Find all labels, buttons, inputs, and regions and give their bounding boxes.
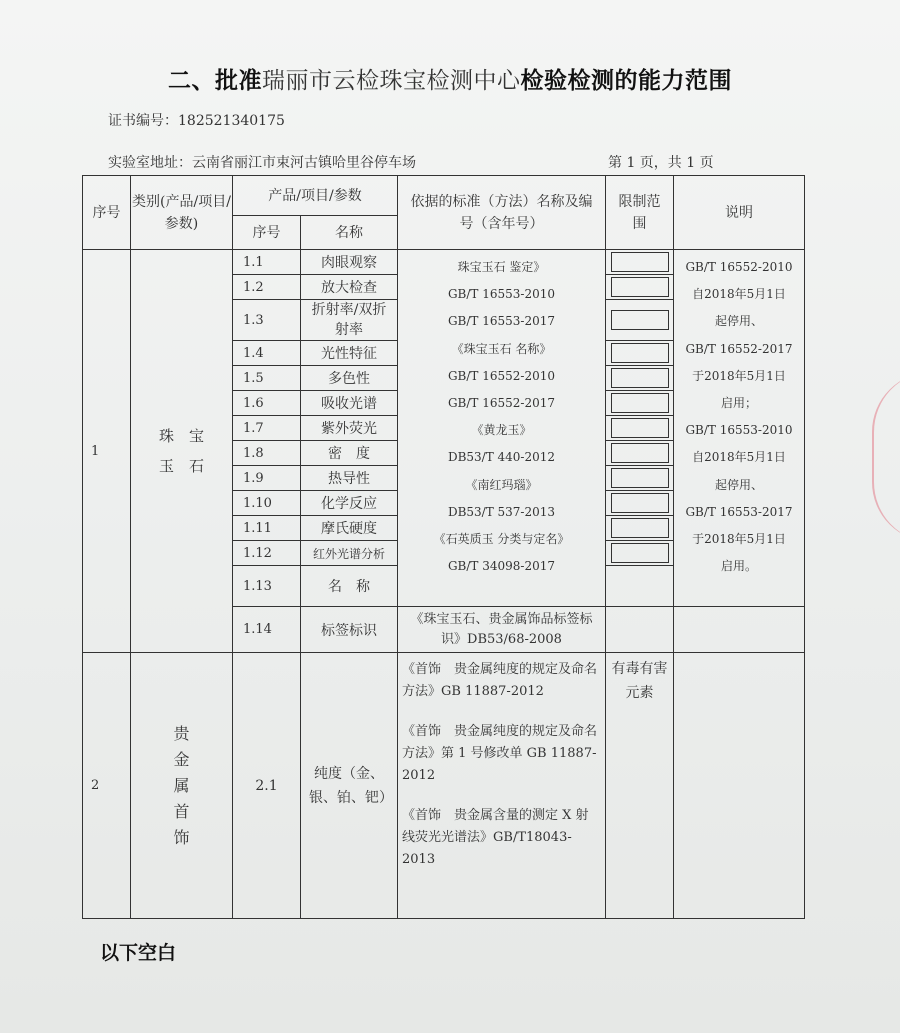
header-seq: 序号 [83,176,131,250]
item-name: 纯度（金、银、铂、钯） [301,653,398,919]
limit-cell [606,441,674,466]
item-name: 密 度 [301,441,398,466]
limit-cell [606,491,674,516]
group2-category-char: 贵 [173,723,190,743]
limit-blank-box [611,343,669,363]
limit-blank-box [611,418,669,438]
group2-category-char: 金 [173,749,190,769]
standard-line: GB/T 16552-2010 [447,368,556,383]
item-name: 红外光谱分析 [301,541,398,566]
limit-blank-box [611,518,669,538]
limit-cell [606,275,674,300]
limit-blank-box [611,468,669,488]
standard-line: 《南红玛瑙》 [465,477,538,492]
item-name: 热导性 [301,466,398,491]
limit-blank-box [611,310,669,330]
note-cell [674,653,805,919]
limit-cell [606,466,674,491]
group2-standards [398,653,606,919]
note-line: 启用； [720,396,757,411]
standard-entry: 《首饰 贵金属含量的测定 X 射线荧光光谱法》GB/T18043-2013 [402,808,589,867]
limit-cell [606,516,674,541]
capability-table [82,175,805,919]
standard-line: 《珠宝玉石 名称》 [451,341,552,356]
title-prefix: 二、批准 [168,68,262,94]
standard-line: GB/T 34098-2017 [447,559,556,574]
standard-line: 珠宝玉石 鉴定》 [457,260,546,274]
item-name: 名 称 [301,566,398,607]
item-name: 放大检查 [301,275,398,300]
note-line: 于2018年5月1日 [692,368,786,383]
item-no: 2.1 [233,653,301,919]
item-no: 1.5 [233,366,301,391]
group2-category-char: 饰 [173,827,190,847]
item-name: 摩氏硬度 [301,516,398,541]
address-value: 云南省丽江市束河古镇哈里谷停车场 [192,155,416,171]
page-info: 第 1 页，共 1 页 [608,155,714,171]
limit-cell [606,416,674,441]
blank-below-note: 以下空白 [100,942,177,964]
group1-category-line1: 珠 宝 [158,427,204,445]
limit-cell [606,566,674,607]
note-line: GB/T 16552-2010 [685,260,793,274]
item-name: 化学反应 [301,491,398,516]
header-category: 类别(产品/项目/参数) [131,176,233,250]
item-no: 1.13 [233,566,301,607]
limit-blank-box [611,543,669,563]
note-cell [674,607,805,653]
header-standard: 依据的标准（方法）名称及编号（含年号） [398,176,606,250]
standard-line: GB/T 16553-2010 [447,287,556,302]
item-no: 1.14 [233,607,301,653]
limit-blank-box [611,252,669,272]
item-no: 1.3 [233,300,301,341]
group2-seq: 2 [83,653,131,919]
note-line: GB/T 16553-2010 [685,423,793,438]
item-no: 1.2 [233,275,301,300]
item-no: 1.1 [233,250,301,275]
red-seal-stamp [872,372,900,542]
group2-category [131,653,233,919]
standard-line: GB/T 16552-2017 [447,396,556,411]
certificate-number [108,110,285,130]
standard-line: DB53/T 537-2013 [447,504,556,519]
note-line: 于2018年5月1日 [692,532,786,547]
limit-cell [606,300,674,341]
title-suffix: 检验检测的能力范围 [520,68,732,94]
limit-blank-box [611,277,669,297]
group2-category-char: 首 [173,801,190,821]
limit-blank-box [611,368,669,388]
item-name: 折射率/双折射率 [301,300,398,341]
standard-entry: 《首饰 贵金属纯度的规定及命名方法》第 1 号修改单 GB 11887-2012 [402,724,598,783]
item-name: 多色性 [301,366,398,391]
limit-cell [606,607,674,653]
item-name: 吸收光谱 [301,391,398,416]
note-line: GB/T 16553-2017 [685,504,793,519]
group2-limit: 有毒有害元素 [606,653,674,919]
item-no: 1.7 [233,416,301,441]
note-line: 起停用、 [714,314,763,329]
standard-line: DB53/T 440-2012 [447,450,556,465]
limit-cell [606,541,674,566]
item-no: 1.4 [233,341,301,366]
group2-category-char: 属 [173,775,190,795]
group1-notes [674,250,805,607]
group1-category-line2: 玉 石 [158,457,204,475]
limit-blank-box [611,443,669,463]
limit-blank-box [611,393,669,413]
item-no: 1.10 [233,491,301,516]
item-name: 标签标识 [301,607,398,653]
cert-value: 182521340175 [178,113,285,129]
group1-category [131,250,233,653]
item-name: 紫外荧光 [301,416,398,441]
note-line: 启用。 [720,559,757,574]
note-line: GB/T 16552-2017 [685,341,793,356]
item-no: 1.6 [233,391,301,416]
title-organization: 瑞丽市云检珠宝检测中心 [262,68,521,94]
lab-address [108,152,416,172]
document-title [0,62,900,95]
note-line: 自2018年5月1日 [692,450,786,465]
limit-blank-box [611,493,669,513]
item-standard: 《珠宝玉石、贵金属饰品标签标识》DB53/68-2008 [398,607,606,653]
standard-line: 《黄龙玉》 [471,423,532,438]
limit-cell [606,391,674,416]
note-line: 自2018年5月1日 [692,287,786,302]
item-no: 1.9 [233,466,301,491]
limit-cell [606,250,674,275]
group1-seq: 1 [83,250,131,653]
item-no: 1.8 [233,441,301,466]
header-product-param: 产品/项目/参数 [233,176,398,216]
limit-cell [606,341,674,366]
note-line: 起停用、 [714,477,763,492]
standard-entry: 《首饰 贵金属纯度的规定及命名方法》GB 11887-2012 [402,662,598,699]
cert-label: 证书编号： [108,113,178,129]
header-sub-name: 名称 [301,216,398,250]
header-note: 说明 [674,176,805,250]
address-label: 实验室地址： [108,155,192,171]
standard-line: GB/T 16553-2017 [447,314,556,329]
header-limit: 限制范围 [606,176,674,250]
item-name: 光性特征 [301,341,398,366]
item-no: 1.11 [233,516,301,541]
limit-cell [606,366,674,391]
item-name: 肉眼观察 [301,250,398,275]
standard-line: 《石英质玉 分类与定名》 [433,532,570,547]
group1-standards [398,250,606,607]
item-no: 1.12 [233,541,301,566]
header-sub-seq: 序号 [233,216,301,250]
